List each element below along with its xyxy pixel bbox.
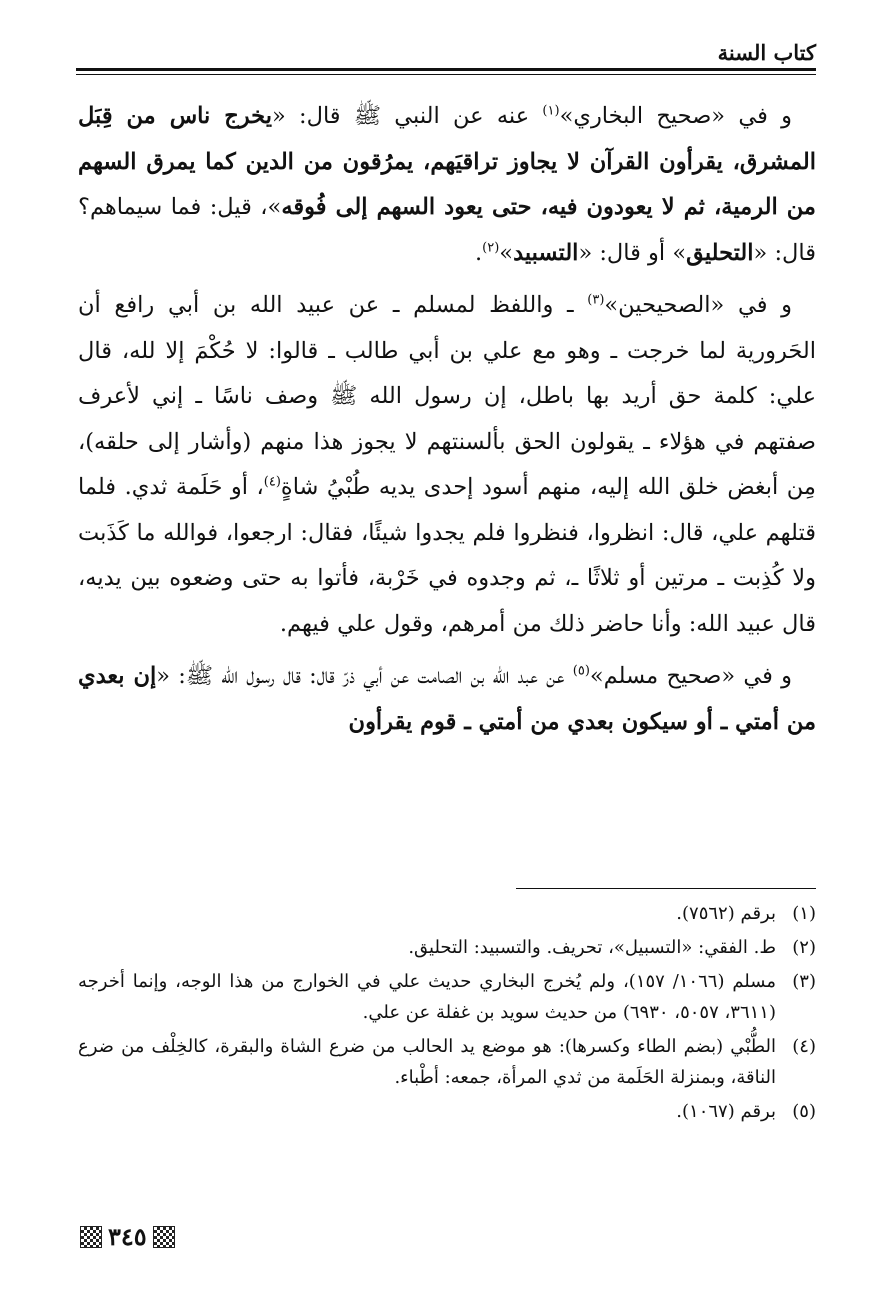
running-header <box>76 40 816 76</box>
hadith-text: يخرج ناس من قِبَل المشرق، يقرأون القرآن لا يجاوز تراقيَهم، يمرُقون من الدين كما يمرق السهم من الرمية، ثم لا يعودون فيه، حتى يعود السهم إلى فُوقه <box>78 103 816 220</box>
footnote-number: (٢) <box>792 937 816 958</box>
footnote-ref: (٢) <box>482 240 500 255</box>
footnote-ref: (١) <box>542 103 560 119</box>
text-run: و في «الصحيحين» <box>604 292 792 318</box>
footnote-item <box>78 1096 816 1127</box>
footnote-number: (٣) <box>792 971 816 992</box>
hadith-text: التسبيد <box>513 239 579 266</box>
page-number: ٣٤٥ <box>108 1222 147 1251</box>
ornament-right-icon <box>153 1226 175 1248</box>
footnote-ref: (٣) <box>587 292 605 308</box>
main-text <box>78 94 816 752</box>
text-run: . <box>475 239 483 266</box>
text-run: » أو قال: « <box>578 239 687 266</box>
text-run: » <box>499 239 514 266</box>
ornament-left-icon <box>80 1226 102 1248</box>
footnote-text: برقم (٧٥٦٢). <box>676 903 776 924</box>
footnote-item <box>78 932 816 963</box>
paragraph <box>78 283 816 647</box>
footnote-text: ط. الفقي: «التسبيل»، تحريف. والتسبيد: التحليق. <box>408 937 776 958</box>
text-run: »، قيل: فما سيماهم؟ قال: « <box>78 194 816 266</box>
text-run: عن عبد الله بن الصامت عن أبي ذرّ قال: قال رسول الله ﷺ: « <box>156 663 573 689</box>
page-number-area <box>80 1222 175 1252</box>
hadith-text: التحليق <box>686 239 754 266</box>
footnote-ref: (٤) <box>263 474 281 490</box>
footnote-number: (١) <box>792 903 816 924</box>
text-run: ـ واللفظ لمسلم ـ عن عبيد الله بن أبي رافع أن الحَرورية لما خرجت ـ وهو مع علي بن أبي طالب ـ قالوا: لا حُكْمَ إلا لله، قال علي: كلمة حق أريد بها باطل، إن رسول الله ﷺ وصف ناسًا ـ إني لأعرف صفتهم في هؤلاء ـ يقولون الحق بألسنتهم لا يجوز هذا منهم (وأشار إلى حلقه)، مِن أبغض خلق الله إليه، منهم أسود إحدى يديه طُبْيُ شاةٍ <box>78 292 816 500</box>
footnote-text: الطُّبْي (بضم الطاء وكسرها): هو موضع يد الحالب من ضرع الشاة والبقرة، كالخِلْف من ضرع الناقة، وبمنزلة الحَلَمة من ثدي المرأة، جمعه: أطْباء. <box>78 1036 776 1088</box>
footnotes <box>78 898 816 1130</box>
footnote-item <box>78 898 816 929</box>
footnote-separator <box>516 888 816 889</box>
text-run: و في «صحيح مسلم» <box>589 663 792 689</box>
paragraph <box>78 94 816 276</box>
footnote-ref: (٥) <box>572 663 590 679</box>
footnote-item <box>78 966 816 1028</box>
text-run: ، أو حَلَمة ثدي. فلما قتلهم علي، قال: انظروا، فنظروا فلم يجدوا شيئًا، فقال: ارجعوا، فوالله ما كَذَبت ولا كُذِبت ـ مرتين أو ثلاثًا ـ، ثم وجدوه في خَرْبة، فأتوا به حتى وضعوه بين يديه، قال عبيد الله: وأنا حاضر ذلك من أمرهم، وقول علي فيهم. <box>78 474 816 637</box>
text-run: و في «صحيح البخاري» <box>559 103 793 129</box>
header-rule-thick <box>76 68 816 71</box>
header-rule-thin <box>76 74 816 75</box>
footnote-number: (٥) <box>792 1101 816 1122</box>
header-title: كتاب السنة <box>717 40 816 65</box>
footnote-item <box>78 1031 816 1093</box>
paragraph <box>78 654 816 745</box>
footnote-text: برقم (١٠٦٧). <box>676 1101 776 1122</box>
footnote-text: مسلم (١٠٦٦/ ١٥٧)، ولم يُخرج البخاري حديث علي في الخوارج من هذا الوجه، وإنما أخرجه (٣٦١١، ٥٠٥٧، ٦٩٣٠) من حديث سويد بن غفلة عن علي. <box>78 971 776 1023</box>
hadith-text: إن بعدي من أمتي ـ أو سيكون بعدي من أمتي ـ قوم يقرأون <box>78 663 816 735</box>
text-run: عنه عن النبي ﷺ قال: « <box>271 103 543 129</box>
footnote-number: (٤) <box>792 1036 816 1057</box>
